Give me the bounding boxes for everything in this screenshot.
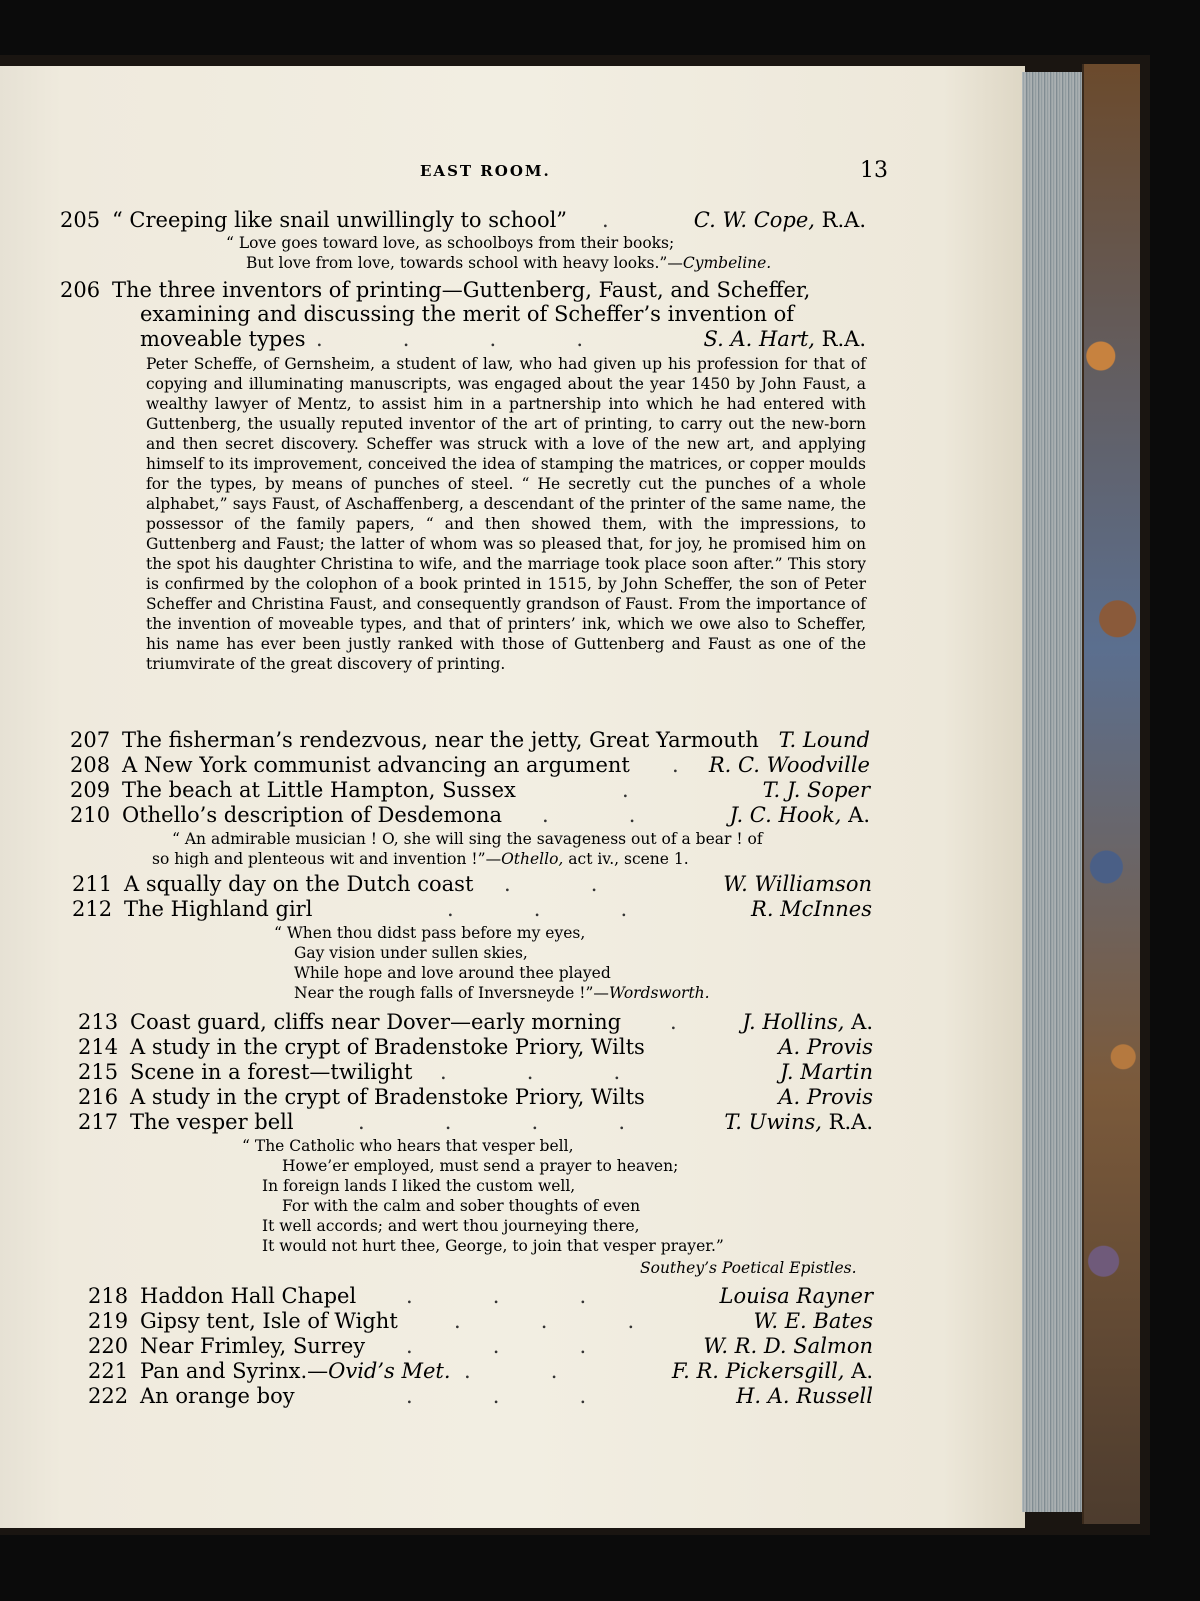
entry-number: 211 bbox=[72, 872, 113, 896]
entry-215 bbox=[78, 1060, 873, 1085]
leader-dots: . . . bbox=[454, 1309, 635, 1333]
entry-artist: T. J. Soper bbox=[762, 778, 870, 802]
entry-title: A study in the crypt of Bradenstoke Priory, Wilts bbox=[130, 1085, 645, 1109]
leader-dots: . . . bbox=[406, 1284, 587, 1308]
entry-artist: F. R. Pickersgill, A. bbox=[671, 1359, 873, 1383]
entry-title: The beach at Little Hampton, Sussex bbox=[122, 778, 516, 802]
entry-title-cont: moveable types bbox=[140, 327, 306, 351]
entry-title: A squally day on the Dutch coast bbox=[124, 872, 474, 896]
entry-208 bbox=[70, 753, 870, 778]
entry-title: The three inventors of printing—Guttenberg, Faust, and Scheffer, bbox=[112, 278, 811, 302]
entry-title: The fisherman’s rendezvous, near the jetty, Great Yarmouth bbox=[122, 728, 759, 752]
entry-number: 209 bbox=[70, 778, 111, 802]
entry-artist: W. Williamson bbox=[723, 872, 872, 896]
poem-line: While hope and love around thee played bbox=[294, 964, 611, 982]
entry-213 bbox=[78, 1010, 873, 1035]
entry-title: The vesper bell bbox=[130, 1110, 294, 1134]
entry-220 bbox=[88, 1334, 873, 1359]
entry-artist: A. Provis bbox=[778, 1085, 873, 1109]
entry-artist: S. A. Hart, R.A. bbox=[703, 327, 866, 351]
entry-number: 206 bbox=[60, 278, 101, 302]
entry-number: 220 bbox=[88, 1334, 129, 1358]
entry-222 bbox=[88, 1384, 873, 1409]
poem-line: For with the calm and sober thoughts of even bbox=[282, 1197, 641, 1215]
entry-artist: T. Lound bbox=[778, 728, 870, 752]
marbled-cover bbox=[1082, 64, 1140, 1524]
entry-number: 218 bbox=[88, 1284, 129, 1308]
entry-221 bbox=[88, 1359, 873, 1384]
leader-dots: . bbox=[602, 208, 609, 232]
entry-218 bbox=[88, 1284, 873, 1309]
quote-line: so high and plenteous wit and invention !”—Othello, act iv., scene 1. bbox=[152, 850, 689, 868]
entry-number: 219 bbox=[88, 1309, 129, 1333]
entry-artist: A. Provis bbox=[778, 1035, 873, 1059]
entry-title-cont: examining and discussing the merit of Scheffer’s invention of bbox=[140, 302, 795, 326]
leader-dots: . . . bbox=[440, 1060, 621, 1084]
entry-number: 207 bbox=[70, 728, 111, 752]
leader-dots: . bbox=[670, 1010, 677, 1034]
leader-dots: . . . . bbox=[316, 327, 584, 351]
leader-dots: . bbox=[672, 753, 679, 777]
entry-title: The Highland girl bbox=[124, 897, 313, 921]
leader-dots: . . . bbox=[447, 897, 628, 921]
entry-210 bbox=[70, 803, 870, 828]
entry-artist: R. McInnes bbox=[751, 897, 872, 921]
poem-line: “ The Catholic who hears that vesper bell, bbox=[242, 1137, 574, 1155]
entry-number: 217 bbox=[78, 1110, 119, 1134]
entry-artist: J. Hollins, A. bbox=[742, 1010, 873, 1034]
entry-207 bbox=[70, 728, 870, 753]
entry-artist: W. R. D. Salmon bbox=[703, 1334, 873, 1358]
entry-219 bbox=[88, 1309, 873, 1334]
entry-number: 215 bbox=[78, 1060, 119, 1084]
entry-number: 210 bbox=[70, 803, 111, 827]
running-head bbox=[60, 158, 900, 192]
entry-212 bbox=[72, 897, 872, 922]
entry-number: 216 bbox=[78, 1085, 119, 1109]
entry-artist: H. A. Russell bbox=[736, 1384, 873, 1408]
poem-line: Howe’er employed, must send a prayer to heaven; bbox=[282, 1157, 679, 1175]
entry-number: 208 bbox=[70, 753, 111, 777]
entry-number: 214 bbox=[78, 1035, 119, 1059]
quote-line: “ An admirable musician ! O, she will sing the savageness out of a bear ! of bbox=[172, 830, 763, 848]
leader-dots: . . . bbox=[406, 1384, 587, 1408]
entry-title: “ Creeping like snail unwillingly to school” bbox=[112, 208, 568, 232]
entry-title: Haddon Hall Chapel bbox=[140, 1284, 357, 1308]
entry-artist: J. Martin bbox=[780, 1060, 873, 1084]
entry-artist: W. E. Bates bbox=[753, 1309, 873, 1333]
poem-line: In foreign lands I liked the custom well, bbox=[262, 1177, 576, 1195]
entry-214 bbox=[78, 1035, 873, 1060]
leader-dots: . . . bbox=[406, 1334, 587, 1358]
poem-line: Gay vision under sullen skies, bbox=[294, 944, 528, 962]
entry-206 bbox=[60, 278, 866, 303]
entry-artist: T. Uwins, R.A. bbox=[724, 1110, 873, 1134]
entry-title: Scene in a forest—twilight bbox=[130, 1060, 413, 1084]
poem-line: It would not hurt thee, George, to join that vesper prayer.” bbox=[262, 1237, 724, 1255]
entry-title: Pan and Syrinx.—Ovid’s Met. bbox=[140, 1359, 451, 1383]
poem-line: It well accords; and wert thou journeying there, bbox=[262, 1217, 640, 1235]
page-number: 13 bbox=[860, 158, 888, 183]
quote-line: “ Love goes toward love, as schoolboys from their books; bbox=[226, 234, 675, 252]
entry-artist: J. C. Hook, A. bbox=[729, 803, 870, 827]
page-edges bbox=[1022, 72, 1084, 1512]
entry-number: 213 bbox=[78, 1010, 119, 1034]
entry-number: 222 bbox=[88, 1384, 129, 1408]
entry-note: Peter Scheffe, of Gernsheim, a student of law, who had given up his profession for that of copying and illuminating manuscripts, was engaged about the year 1450 by John Faust, a wealthy lawyer of Mentz, to assist him in a partnership into which he had entered with Guttenberg, the usually reputed inventor of the art of printing, to carry out the new-born and then secret discovery. Scheffer was struck with a love of the new art, and applying himself to its improvement, conceived the idea of stamping the matrices, or copper moulds for the types, by means of punches of steel. “ He secretly cut the punches of a whole alphabet,” says Faust, of Aschaffenberg, a descendant of the printer of the same name, the possessor of the family papers, “ and then showed them, with the impressions, to Guttenberg and Faust; the latter of whom was so pleased that, for joy, he promised him on the spot his daughter Christina to wife, and the marriage took place soon after.” This story is confirmed by the colophon of a book printed in 1515, by John Scheffer, the son of Peter Scheffer and Christina Faust, and consequently grandson of Faust. From the importance of the invention of moveable types, and that of printers’ ink, which we owe also to Scheffer, his name has ever been justly ranked with those of Guttenberg and Faust as one of the triumvirate of the great discovery of printing. bbox=[146, 355, 866, 673]
poem-line: “ When thou didst pass before my eyes, bbox=[274, 924, 586, 942]
entry-title: Coast guard, cliffs near Dover—early morning bbox=[130, 1010, 622, 1034]
poem-line: Near the rough falls of Inversneyde !”—Wordsworth. bbox=[294, 984, 710, 1002]
leader-dots: . . bbox=[542, 803, 636, 827]
entry-211 bbox=[72, 872, 872, 897]
entry-205 bbox=[60, 208, 866, 233]
entry-title: Gipsy tent, Isle of Wight bbox=[140, 1309, 398, 1333]
entry-217 bbox=[78, 1110, 873, 1135]
entry-artist: R. C. Woodville bbox=[708, 753, 870, 777]
leader-dots: . bbox=[622, 778, 629, 802]
entry-title: A New York communist advancing an argument bbox=[122, 753, 630, 777]
entry-number: 205 bbox=[60, 208, 101, 232]
entry-title: Othello’s description of Desdemona bbox=[122, 803, 503, 827]
entry-216 bbox=[78, 1085, 873, 1110]
entry-artist: C. W. Cope, R.A. bbox=[693, 208, 866, 232]
running-title: EAST ROOM. bbox=[420, 162, 551, 180]
entry-209 bbox=[70, 778, 870, 803]
leader-dots: . . bbox=[504, 872, 598, 896]
entry-artist: Louisa Rayner bbox=[719, 1284, 873, 1308]
entry-title: Near Frimley, Surrey bbox=[140, 1334, 366, 1358]
entry-title: An orange boy bbox=[140, 1384, 295, 1408]
entry-title: A study in the crypt of Bradenstoke Priory, Wilts bbox=[130, 1035, 645, 1059]
entry-number: 212 bbox=[72, 897, 113, 921]
leader-dots: . . . . bbox=[358, 1110, 626, 1134]
poem-source: Southey’s Poetical Epistles. bbox=[640, 1259, 857, 1277]
entry-number: 221 bbox=[88, 1359, 129, 1383]
quote-line: But love from love, towards school with heavy looks.”—Cymbeline. bbox=[246, 254, 772, 272]
leader-dots: . . bbox=[464, 1359, 558, 1383]
entry-206-line3 bbox=[60, 327, 866, 352]
